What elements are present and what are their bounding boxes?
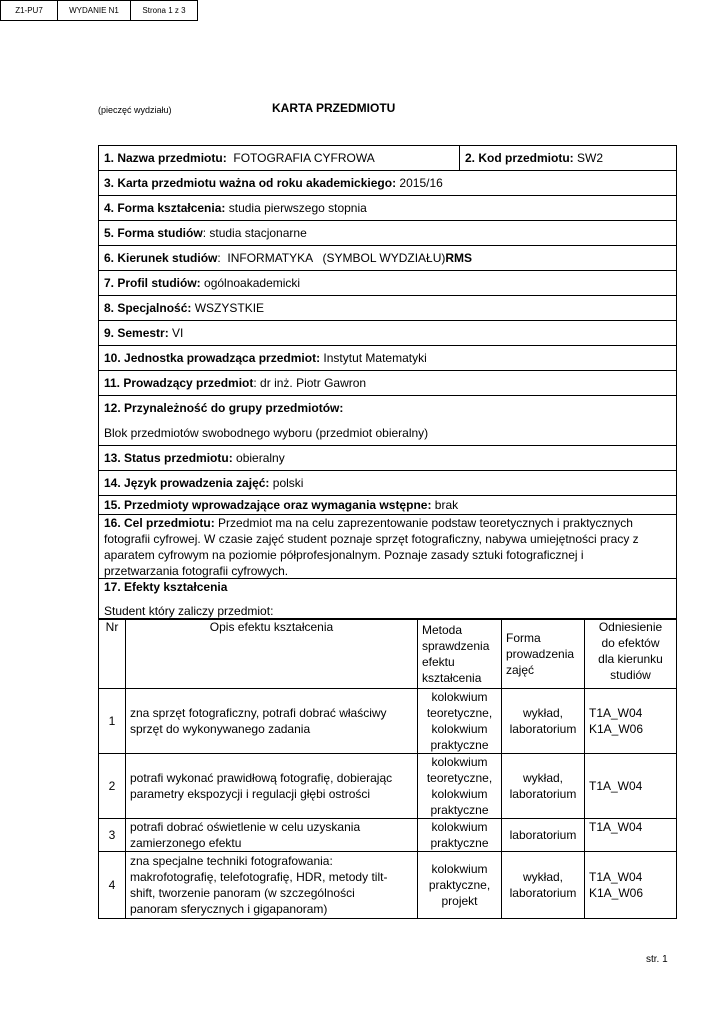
header-line: sprawdzenia xyxy=(422,638,490,653)
field-11-label: 11. Prowadzący przedmiot xyxy=(104,376,254,390)
metoda-line: kolokwium xyxy=(431,755,488,769)
row-nr: 4 xyxy=(99,852,126,918)
header-line: Odniesienie xyxy=(598,620,663,634)
odn-line: T1A_W04 xyxy=(589,870,643,884)
page-title: KARTA PRZEDMIOTU xyxy=(272,101,396,115)
field-9 xyxy=(99,321,676,346)
field-name-value: FOTOGRAFIA CYFROWA xyxy=(233,151,375,165)
header-line: Forma xyxy=(506,630,541,645)
field-9-label: 9. Semestr: xyxy=(104,326,169,340)
table-row xyxy=(99,851,676,918)
field-17 xyxy=(99,579,676,619)
field-15-value: brak xyxy=(434,498,459,512)
opis-line: parametry ekspozycji i regulacji głębi ostrości xyxy=(130,787,371,801)
field-17-label: 17. Efekty kształcenia xyxy=(104,580,228,594)
row-opis xyxy=(126,852,418,918)
table-row xyxy=(99,688,676,753)
metoda-line: praktyczne xyxy=(430,738,489,752)
forma-line: wykład, xyxy=(522,870,563,884)
field-16-line: fotografii cyfrowej. W czasie zajęć student poznaje sprzęt fotograficzny, nabywa umiejętności pracy z xyxy=(104,532,639,546)
field-12-label: 12. Przynależność do grupy przedmiotów: xyxy=(104,401,344,416)
metoda-line: praktyczne xyxy=(430,836,489,850)
row-odniesienie xyxy=(585,819,676,851)
field-3-value: 2015/16 xyxy=(399,176,443,190)
field-code xyxy=(460,146,676,170)
metoda-line: kolokwium xyxy=(431,722,488,736)
page-number: str. 1 xyxy=(646,954,668,965)
field-6-label: 6. Kierunek studiów xyxy=(104,251,218,265)
table-row xyxy=(99,753,676,818)
field-8-value: WSZYSTKIE xyxy=(194,301,265,315)
row-metoda xyxy=(418,852,502,918)
odn-line: T1A_W04 xyxy=(589,779,643,793)
field-8 xyxy=(99,296,676,321)
metoda-line: praktyczne xyxy=(430,803,489,817)
row-opis xyxy=(126,754,418,818)
field-12 xyxy=(99,396,676,446)
field-9-value: VI xyxy=(172,326,184,340)
opis-line: zamierzonego efektu xyxy=(130,836,242,850)
row-forma xyxy=(502,819,585,851)
field-17-intro: Student który zaliczy przedmiot: xyxy=(104,604,274,618)
header-line: kształcenia xyxy=(422,670,482,685)
forma-line: laboratorium xyxy=(509,787,577,801)
field-4-value: studia pierwszego stopnia xyxy=(228,201,367,215)
field-5-value: : studia stacjonarne xyxy=(202,226,307,240)
opis-line: shift, tworzenie panoram (w szczególności xyxy=(130,886,355,900)
field-16-line: aparatem cyfrowym na poziomie półprofesjonalnym. Poznaje zasady sztuki fotograficznej i xyxy=(104,548,584,562)
document-code-box xyxy=(0,0,198,21)
metoda-line: kolokwium xyxy=(431,787,488,801)
field-code-value: SW2 xyxy=(577,151,604,165)
field-7 xyxy=(99,271,676,296)
doc-edition: WYDANIE N1 xyxy=(58,1,131,20)
doc-page: Strona 1 z 3 xyxy=(142,6,186,15)
header-line: efektu xyxy=(422,654,455,669)
row-metoda xyxy=(418,819,502,851)
header-nr: Nr xyxy=(99,619,126,688)
field-16-line: przetwarzania fotografii cyfrowych. xyxy=(104,564,289,578)
field-11-value: : dr inż. Piotr Gawron xyxy=(253,376,367,390)
table-header-row xyxy=(99,618,676,688)
field-5-label: 5. Forma studiów xyxy=(104,226,203,240)
row-nr: 3 xyxy=(99,819,126,851)
metoda-line: teoretyczne, xyxy=(426,706,493,720)
row-forma xyxy=(502,754,585,818)
opis-line: potrafi dobrać oświetlenie w celu uzyskania xyxy=(130,820,361,834)
header-line: dla kierunku xyxy=(598,652,663,666)
field-7-label: 7. Profil studiów: xyxy=(104,276,201,290)
field-13-value: obieralny xyxy=(236,451,285,465)
row-opis xyxy=(126,819,418,851)
metoda-line: kolokwium xyxy=(431,690,488,704)
field-6-value: : INFORMATYKA (SYMBOL WYDZIAŁU) xyxy=(217,251,446,265)
field-13 xyxy=(99,446,676,471)
forma-line: wykład, xyxy=(522,706,563,720)
opis-line: makrofotografię, telefotografię, HDR, metody tilt- xyxy=(130,870,388,884)
field-12-value: Blok przedmiotów swobodnego wyboru (przedmiot obieralny) xyxy=(104,425,429,440)
forma-line: laboratorium xyxy=(509,886,577,900)
header-line: prowadzenia xyxy=(506,646,575,661)
learning-outcomes-table xyxy=(98,618,677,919)
stamp-label: (pieczęć wydziału) xyxy=(98,105,172,115)
row-metoda xyxy=(418,754,502,818)
header-line: studiów xyxy=(610,668,651,682)
row-forma xyxy=(502,689,585,753)
field-16-label: 16. Cel przedmiotu: xyxy=(104,516,215,530)
field-16 xyxy=(99,515,676,579)
field-3 xyxy=(99,171,676,196)
row-opis xyxy=(126,689,418,753)
metoda-line: teoretyczne, xyxy=(426,771,493,785)
header-line: do efektów xyxy=(601,636,660,650)
odn-line: T1A_W04 xyxy=(589,820,643,834)
field-11 xyxy=(99,371,676,396)
field-6-symbol: RMS xyxy=(445,251,473,265)
opis-line: potrafi wykonać prawidłową fotografię, dobierając xyxy=(130,771,393,785)
field-14-value: polski xyxy=(272,476,304,490)
field-8-label: 8. Specjalność: xyxy=(104,301,192,315)
forma-line: laboratorium xyxy=(509,722,577,736)
metoda-line: projekt xyxy=(441,894,478,908)
field-10-value: Instytut Matematyki xyxy=(323,351,427,365)
row-metoda xyxy=(418,689,502,753)
row-odniesienie xyxy=(585,754,676,818)
field-4 xyxy=(99,196,676,221)
field-6 xyxy=(99,246,676,271)
metoda-line: kolokwium xyxy=(431,820,488,834)
field-15 xyxy=(99,496,676,515)
header-line: Metoda xyxy=(422,622,463,637)
field-7-value: ogólnoakademicki xyxy=(204,276,301,290)
field-16-line: Przedmiot ma na celu zaprezentowanie podstaw teoretycznych i praktycznych xyxy=(218,516,633,530)
odn-line: T1A_W04 xyxy=(589,706,643,720)
row-nr: 1 xyxy=(99,689,126,753)
doc-code: Z1-PU7 xyxy=(1,1,58,20)
odn-line: K1A_W06 xyxy=(589,722,644,736)
opis-line: zna sprzęt fotograficzny, potrafi dobrać właściwy xyxy=(130,706,387,720)
header-metoda xyxy=(418,619,502,688)
field-name-label: 1. Nazwa przedmiotu: xyxy=(104,151,227,165)
header-line: zajęć xyxy=(506,662,535,677)
field-14-label: 14. Język prowadzenia zajęć: xyxy=(104,476,270,490)
opis-line: zna specjalne techniki fotografowania: xyxy=(130,854,333,868)
table-row xyxy=(99,818,676,851)
forma-line: laboratorium xyxy=(509,828,577,842)
opis-line: sprzęt do wykonywanego zadania xyxy=(130,722,311,736)
forma-line: wykład, xyxy=(522,771,563,785)
row-forma xyxy=(502,852,585,918)
header-opis: Opis efektu kształcenia xyxy=(126,619,418,688)
field-4-label: 4. Forma kształcenia: xyxy=(104,201,226,215)
field-3-label: 3. Karta przedmiotu ważna od roku akademickiego: xyxy=(104,176,397,190)
header-forma xyxy=(502,619,585,688)
field-14 xyxy=(99,471,676,496)
field-code-label: 2. Kod przedmiotu: xyxy=(465,151,574,165)
row-nr: 2 xyxy=(99,754,126,818)
field-name xyxy=(99,146,460,170)
row-odniesienie xyxy=(585,689,676,753)
course-fields xyxy=(98,145,677,620)
field-10-label: 10. Jednostka prowadząca przedmiot: xyxy=(104,351,321,365)
metoda-line: praktyczne, xyxy=(428,878,491,892)
odn-line: K1A_W06 xyxy=(589,886,644,900)
field-15-label: 15. Przedmioty wprowadzające oraz wymagania wstępne: xyxy=(104,498,432,512)
opis-line: panoram sferycznych i gigapanoram) xyxy=(130,902,328,916)
metoda-line: kolokwium xyxy=(431,862,488,876)
field-13-label: 13. Status przedmiotu: xyxy=(104,451,233,465)
row-1-2 xyxy=(99,146,676,171)
row-odniesienie xyxy=(585,852,676,918)
header-odniesienie xyxy=(585,619,676,688)
field-5 xyxy=(99,221,676,246)
field-10 xyxy=(99,346,676,371)
